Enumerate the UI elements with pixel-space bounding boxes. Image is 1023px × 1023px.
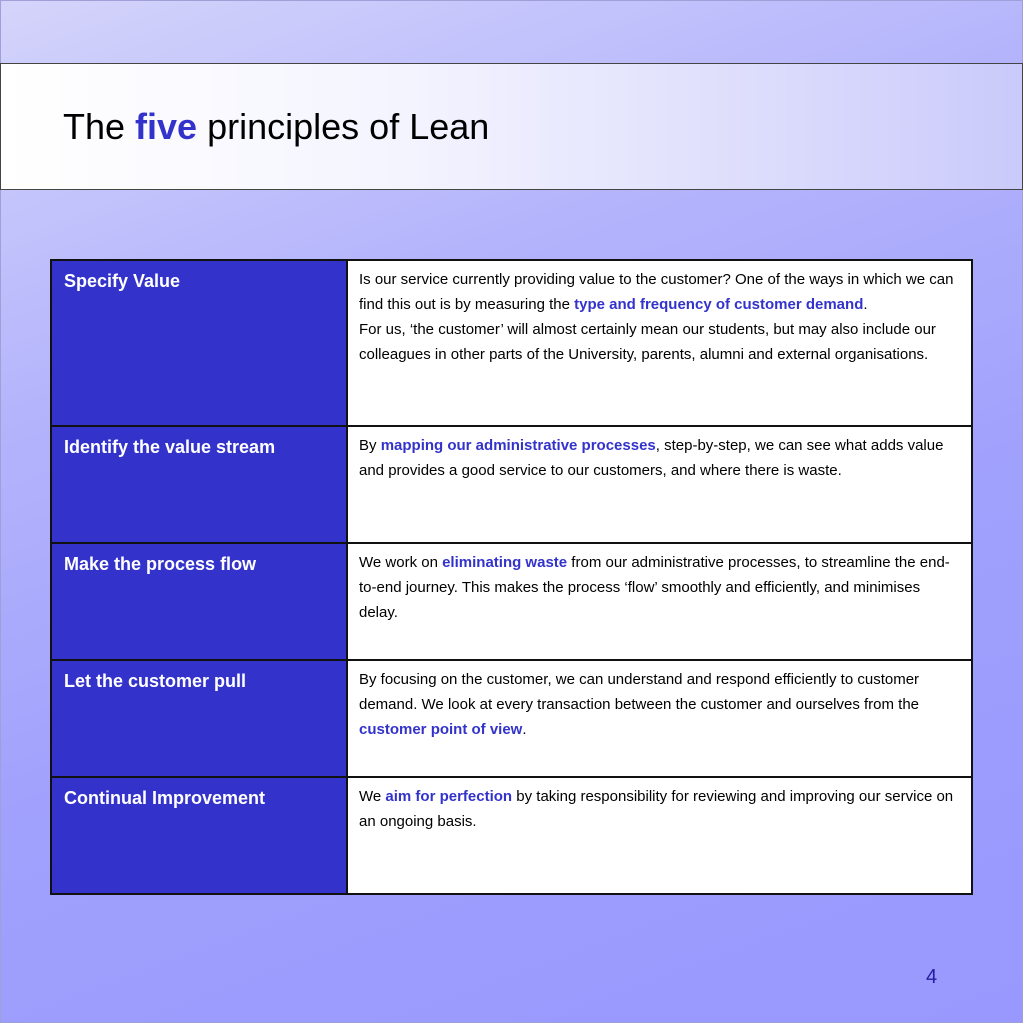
principle-label: Let the customer pull [51,660,347,777]
desc-text: . [863,296,868,313]
desc-text: We [359,788,386,805]
desc-highlight: customer point of view [359,721,523,738]
desc-text: , step-by-step, we can see what adds value and provides a good service to our customers, and where there is waste. [359,437,944,479]
page-number: 4 [926,966,938,988]
desc-highlight: type and frequency of customer demand [574,296,864,313]
principle-label: Continual Improvement [51,777,347,894]
title-suffix: principles of Lean [197,106,490,147]
desc-text: from our administrative processes, to streamline the end-to-end journey. This makes the process ‘flow’ smoothly and efficiently, and minimises delay. [359,554,950,621]
table-row [51,426,972,543]
principle-label: Make the process flow [51,543,347,660]
slide-title [63,105,489,149]
principle-label: Specify Value [51,260,347,426]
desc-text: By focusing on the customer, we can understand and respond efficiently to customer demand. We look at every transaction between the customer and ourselves from the [359,671,920,713]
desc-text: By [359,437,381,454]
principle-label: Identify the value stream [51,426,347,543]
principles-table [50,259,973,895]
table-row [51,660,972,777]
principle-description [347,777,972,894]
desc-text: For us, ‘the customer’ will almost certainly mean our students, but may also include our colleagues in other parts of the University, parents, alumni and external organisations. [359,321,936,363]
desc-text: Is our service currently providing value to the customer? One of the ways in which we can find this out is by measuring the [359,271,954,313]
principle-description [347,543,972,660]
desc-highlight: mapping our administrative processes [380,437,656,454]
table-row [51,543,972,660]
principle-description [347,426,972,543]
desc-text: . [522,721,527,738]
desc-highlight: aim for perfection [385,788,513,805]
title-prefix: The [63,106,136,147]
desc-highlight: eliminating waste [442,554,568,571]
principle-description [347,260,972,426]
desc-text: by taking responsibility for reviewing and improving our service on an ongoing basis. [359,788,954,830]
principle-description [347,660,972,777]
table-row [51,260,972,426]
desc-text: We work on [359,554,443,571]
title-highlight: five [135,106,198,147]
table-row [51,777,972,894]
